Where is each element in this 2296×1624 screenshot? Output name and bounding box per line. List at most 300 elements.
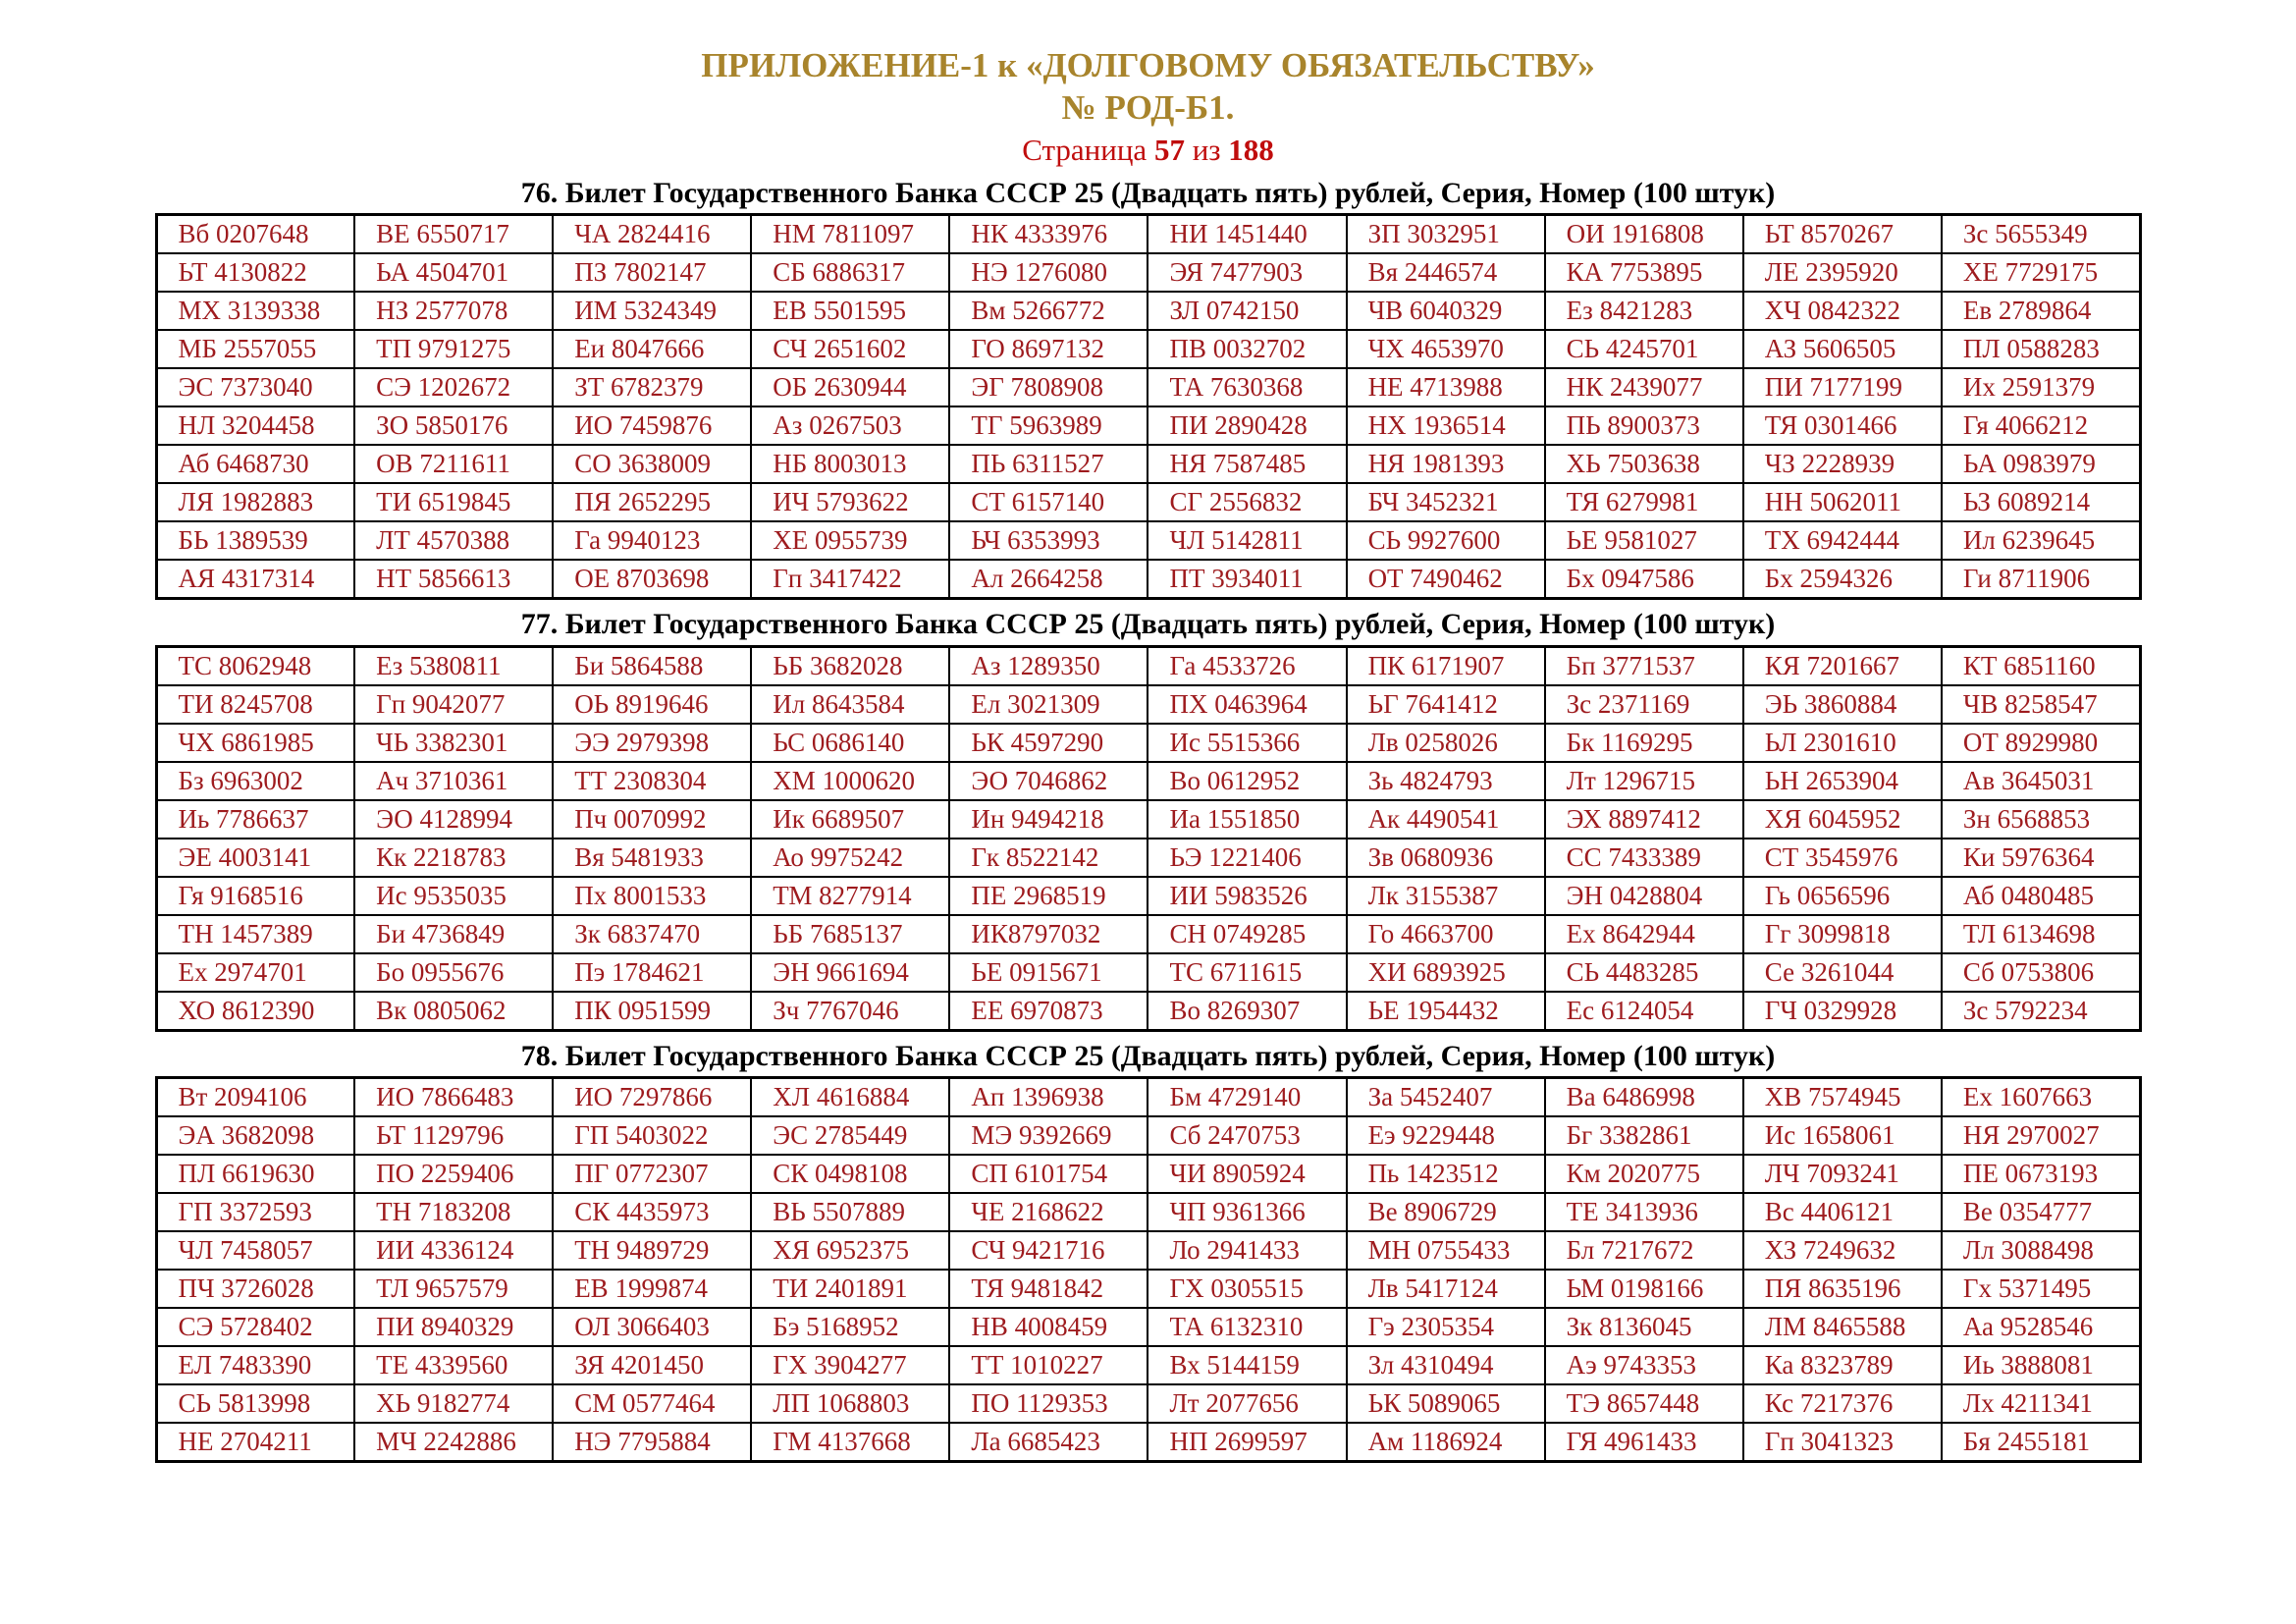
serial-cell: ИИ 5983526 xyxy=(1148,877,1346,915)
serial-cell: Ал 2664258 xyxy=(949,560,1148,599)
serial-cell: ПГ 0772307 xyxy=(553,1155,751,1193)
serial-cell: СБ 6886317 xyxy=(751,253,949,292)
serial-cell: Лв 0258026 xyxy=(1347,724,1545,762)
serial-cell: Ам 1186924 xyxy=(1347,1423,1545,1462)
serial-cell: Гь 0656596 xyxy=(1743,877,1942,915)
serial-cell: Ло 2941433 xyxy=(1148,1231,1346,1270)
serial-cell: ЬЭ 1221406 xyxy=(1148,839,1346,877)
serial-cell: ТП 9791275 xyxy=(354,330,553,368)
serial-cell: НТ 5856613 xyxy=(354,560,553,599)
serial-cell: Аэ 9743353 xyxy=(1545,1346,1743,1384)
serial-cell: ОЕ 8703698 xyxy=(553,560,751,599)
section-heading-77: 77. Билет Государственного Банка СССР 25 (Двадцать пять) рублей, Серия, Номер (100 штук) xyxy=(520,608,1776,641)
serial-cell: Вм 5266772 xyxy=(949,292,1148,330)
serial-cell: ЧВ 8258547 xyxy=(1942,685,2140,724)
serial-cell: ПЯ 2652295 xyxy=(553,483,751,521)
serial-cell: Зс 5655349 xyxy=(1942,215,2140,254)
serial-cell: ГП 3372593 xyxy=(156,1193,354,1231)
serial-cell: Гя 9168516 xyxy=(156,877,354,915)
serial-cell: ЧА 2824416 xyxy=(553,215,751,254)
serial-cell: Вх 5144159 xyxy=(1148,1346,1346,1384)
serial-cell: За 5452407 xyxy=(1347,1078,1545,1117)
serial-cell: ПТ 3934011 xyxy=(1148,560,1346,599)
serial-cell: ТЛ 6134698 xyxy=(1942,915,2140,953)
serial-cell: Бп 3771537 xyxy=(1545,646,1743,685)
table-row xyxy=(156,445,2140,483)
serial-cell: МН 0755433 xyxy=(1347,1231,1545,1270)
serial-cell: КА 7753895 xyxy=(1545,253,1743,292)
serial-cell: ОЛ 3066403 xyxy=(553,1308,751,1346)
serial-cell: НЯ 1981393 xyxy=(1347,445,1545,483)
table-row xyxy=(156,1116,2140,1155)
serial-cell: Еэ 9229448 xyxy=(1347,1116,1545,1155)
serial-cell: ТН 9489729 xyxy=(553,1231,751,1270)
serial-cell: Зь 4824793 xyxy=(1347,762,1545,800)
serial-cell: ХИ 6893925 xyxy=(1347,953,1545,992)
serial-cell: ЭГ 7808908 xyxy=(949,368,1148,406)
serial-cell: ГО 8697132 xyxy=(949,330,1148,368)
serial-cell: ЬЗ 6089214 xyxy=(1942,483,2140,521)
serial-cell: ПЬ 6311527 xyxy=(949,445,1148,483)
serial-cell: НЯ 2970027 xyxy=(1942,1116,2140,1155)
serial-cell: ПЕ 2968519 xyxy=(949,877,1148,915)
serial-cell: ТИ 2401891 xyxy=(751,1270,949,1308)
serial-cell: ГХ 3904277 xyxy=(751,1346,949,1384)
serial-cell: ЭО 4128994 xyxy=(354,800,553,839)
serial-cell: ХЯ 6045952 xyxy=(1743,800,1942,839)
serial-cell: ХЬ 7503638 xyxy=(1545,445,1743,483)
serial-cell: НЗ 2577078 xyxy=(354,292,553,330)
serial-cell: ХВ 7574945 xyxy=(1743,1078,1942,1117)
serial-cell: МЧ 2242886 xyxy=(354,1423,553,1462)
serial-cell: Вб 0207648 xyxy=(156,215,354,254)
table-row xyxy=(156,253,2140,292)
serial-cell: ПК 6171907 xyxy=(1347,646,1545,685)
serial-cell: ЧХ 6861985 xyxy=(156,724,354,762)
serial-cell: ПЧ 3726028 xyxy=(156,1270,354,1308)
serial-cell: Во 8269307 xyxy=(1148,992,1346,1031)
serial-cell: ТИ 6519845 xyxy=(354,483,553,521)
serial-cell: НМ 7811097 xyxy=(751,215,949,254)
serial-cell: Ки 5976364 xyxy=(1942,839,2140,877)
serial-cell: ХЧ 0842322 xyxy=(1743,292,1942,330)
serial-cell: НВ 4008459 xyxy=(949,1308,1148,1346)
table-row xyxy=(156,560,2140,599)
serial-cell: ЭЕ 4003141 xyxy=(156,839,354,877)
serial-cell: ЭО 7046862 xyxy=(949,762,1148,800)
serial-cell: Ва 6486998 xyxy=(1545,1078,1743,1117)
serial-cell: Пх 8001533 xyxy=(553,877,751,915)
serial-cell: Гк 8522142 xyxy=(949,839,1148,877)
serial-cell: ЬБ 7685137 xyxy=(751,915,949,953)
serial-cell: СЭ 1202672 xyxy=(354,368,553,406)
serial-cell: Вс 4406121 xyxy=(1743,1193,1942,1231)
serial-cell: Би 5864588 xyxy=(553,646,751,685)
serial-cell: ТГ 5963989 xyxy=(949,406,1148,445)
serial-cell: ЛТ 4570388 xyxy=(354,521,553,560)
table-row xyxy=(156,1270,2140,1308)
serial-cell: Ав 3645031 xyxy=(1942,762,2140,800)
serial-cell: ЛЯ 1982883 xyxy=(156,483,354,521)
serial-cell: ТН 7183208 xyxy=(354,1193,553,1231)
serial-cell: Ез 8421283 xyxy=(1545,292,1743,330)
serial-cell: ИО 7459876 xyxy=(553,406,751,445)
serial-cell: СК 4435973 xyxy=(553,1193,751,1231)
serial-cell: НЛ 3204458 xyxy=(156,406,354,445)
serial-cell: ЧВ 6040329 xyxy=(1347,292,1545,330)
table-row xyxy=(156,685,2140,724)
serial-cell: ЗО 5850176 xyxy=(354,406,553,445)
serial-cell: Ех 1607663 xyxy=(1942,1078,2140,1117)
serial-cell: Аа 9528546 xyxy=(1942,1308,2140,1346)
table-row xyxy=(156,1308,2140,1346)
serial-cell: ЧЛ 7458057 xyxy=(156,1231,354,1270)
serial-cell: Гя 4066212 xyxy=(1942,406,2140,445)
serial-cell: ТС 8062948 xyxy=(156,646,354,685)
serial-cell: ЗТ 6782379 xyxy=(553,368,751,406)
serial-cell: Би 4736849 xyxy=(354,915,553,953)
serial-cell: Зл 4310494 xyxy=(1347,1346,1545,1384)
serials-table-78 xyxy=(155,1076,2142,1463)
serial-cell: НХ 1936514 xyxy=(1347,406,1545,445)
serial-cell: Пэ 1784621 xyxy=(553,953,751,992)
serial-cell: ИК8797032 xyxy=(949,915,1148,953)
serial-cell: ЭС 7373040 xyxy=(156,368,354,406)
serial-cell: Аб 6468730 xyxy=(156,445,354,483)
serial-cell: Км 2020775 xyxy=(1545,1155,1743,1193)
serial-cell: ОТ 7490462 xyxy=(1347,560,1545,599)
table-row xyxy=(156,724,2140,762)
serial-cell: Аб 0480485 xyxy=(1942,877,2140,915)
serial-cell: Бл 7217672 xyxy=(1545,1231,1743,1270)
serial-cell: ОТ 8929980 xyxy=(1942,724,2140,762)
serial-cell: Ак 4490541 xyxy=(1347,800,1545,839)
serial-cell: ПЕ 0673193 xyxy=(1942,1155,2140,1193)
serial-cell: ПЛ 0588283 xyxy=(1942,330,2140,368)
serial-cell: АЗ 5606505 xyxy=(1743,330,1942,368)
serial-cell: Зс 2371169 xyxy=(1545,685,1743,724)
serial-cell: Ла 6685423 xyxy=(949,1423,1148,1462)
serial-cell: БЧ 3452321 xyxy=(1347,483,1545,521)
serial-cell: Ги 8711906 xyxy=(1942,560,2140,599)
serial-cell: Ис 1658061 xyxy=(1743,1116,1942,1155)
serial-cell: СЬ 4245701 xyxy=(1545,330,1743,368)
page-indicator-of: из xyxy=(1192,133,1221,168)
table-row xyxy=(156,1193,2140,1231)
serial-cell: Вя 2446574 xyxy=(1347,253,1545,292)
serial-cell: Гп 9042077 xyxy=(354,685,553,724)
serial-cell: СЬ 9927600 xyxy=(1347,521,1545,560)
serial-cell: Еи 8047666 xyxy=(553,330,751,368)
serial-cell: Аз 0267503 xyxy=(751,406,949,445)
serial-cell: Бэ 5168952 xyxy=(751,1308,949,1346)
serial-cell: СС 7433389 xyxy=(1545,839,1743,877)
serial-cell: ВЕ 6550717 xyxy=(354,215,553,254)
serial-cell: ИИ 4336124 xyxy=(354,1231,553,1270)
serial-cell: Ех 8642944 xyxy=(1545,915,1743,953)
serial-cell: НН 5062011 xyxy=(1743,483,1942,521)
serial-cell: Га 9940123 xyxy=(553,521,751,560)
serial-cell: Ил 8643584 xyxy=(751,685,949,724)
serial-cell: ЬТ 8570267 xyxy=(1743,215,1942,254)
serial-cell: Лт 1296715 xyxy=(1545,762,1743,800)
table-row xyxy=(156,1384,2140,1423)
serials-table-77 xyxy=(155,645,2142,1032)
table-row xyxy=(156,215,2140,254)
serial-cell: Пч 0070992 xyxy=(553,800,751,839)
serial-cell: ТМ 8277914 xyxy=(751,877,949,915)
serial-cell: Ис 5515366 xyxy=(1148,724,1346,762)
serial-cell: ПИ 2890428 xyxy=(1148,406,1346,445)
serial-cell: ЧХ 4653970 xyxy=(1347,330,1545,368)
serial-cell: Бх 2594326 xyxy=(1743,560,1942,599)
serial-cell: ЭН 0428804 xyxy=(1545,877,1743,915)
section-heading-76: 76. Билет Государственного Банка СССР 25 (Двадцать пять) рублей, Серия, Номер (100 штук) xyxy=(520,176,1776,209)
serial-cell: ЬС 0686140 xyxy=(751,724,949,762)
serial-cell: ЬК 5089065 xyxy=(1347,1384,1545,1423)
serial-cell: СК 0498108 xyxy=(751,1155,949,1193)
serial-cell: ТЭ 8657448 xyxy=(1545,1384,1743,1423)
serials-table-76 xyxy=(155,213,2142,600)
serial-cell: Бх 0947586 xyxy=(1545,560,1743,599)
serial-cell: ЬТ 1129796 xyxy=(354,1116,553,1155)
serial-cell: Ач 3710361 xyxy=(354,762,553,800)
serial-cell: Вя 5481933 xyxy=(553,839,751,877)
serial-cell: ГЧ 0329928 xyxy=(1743,992,1942,1031)
serial-cell: ГМ 4137668 xyxy=(751,1423,949,1462)
serial-cell: ТХ 6942444 xyxy=(1743,521,1942,560)
serial-cell: АЯ 4317314 xyxy=(156,560,354,599)
serial-cell: Иь 3888081 xyxy=(1942,1346,2140,1384)
serial-cell: ХО 8612390 xyxy=(156,992,354,1031)
serial-cell: Ил 6239645 xyxy=(1942,521,2140,560)
serial-cell: ЬЕ 1954432 xyxy=(1347,992,1545,1031)
serial-cell: Ев 2789864 xyxy=(1942,292,2140,330)
serial-cell: ЭЭ 2979398 xyxy=(553,724,751,762)
page-indicator-total: 188 xyxy=(1228,133,1274,168)
serial-cell: Вт 2094106 xyxy=(156,1078,354,1117)
serial-cell: ХЗ 7249632 xyxy=(1743,1231,1942,1270)
serial-cell: Лл 3088498 xyxy=(1942,1231,2140,1270)
serial-cell: ЧЕ 2168622 xyxy=(949,1193,1148,1231)
serial-cell: СО 3638009 xyxy=(553,445,751,483)
serial-cell: Га 4533726 xyxy=(1148,646,1346,685)
serial-cell: ТЯ 9481842 xyxy=(949,1270,1148,1308)
serial-cell: Ис 9535035 xyxy=(354,877,553,915)
serial-cell: ТС 6711615 xyxy=(1148,953,1346,992)
serial-cell: СТ 3545976 xyxy=(1743,839,1942,877)
serial-cell: ХЕ 7729175 xyxy=(1942,253,2140,292)
table-row xyxy=(156,762,2140,800)
table-row xyxy=(156,877,2140,915)
serial-cell: СП 6101754 xyxy=(949,1155,1148,1193)
serial-cell: ПЬ 8900373 xyxy=(1545,406,1743,445)
serial-cell: Зв 0680936 xyxy=(1347,839,1545,877)
serial-cell: Ка 8323789 xyxy=(1743,1346,1942,1384)
document-subtitle: № РОД-Б1. xyxy=(1061,87,1235,127)
serial-cell: ОИ 1916808 xyxy=(1545,215,1743,254)
page-indicator xyxy=(155,132,2142,168)
serial-cell: Во 0612952 xyxy=(1148,762,1346,800)
serial-cell: ЬГ 7641412 xyxy=(1347,685,1545,724)
serial-cell: КТ 6851160 xyxy=(1942,646,2140,685)
serial-cell: СЭ 5728402 xyxy=(156,1308,354,1346)
serial-cell: ПЯ 8635196 xyxy=(1743,1270,1942,1308)
serial-cell: ТЛ 9657579 xyxy=(354,1270,553,1308)
serial-cell: ПХ 0463964 xyxy=(1148,685,1346,724)
serial-cell: ИО 7866483 xyxy=(354,1078,553,1117)
serial-cell: Го 4663700 xyxy=(1347,915,1545,953)
serial-cell: ПО 2259406 xyxy=(354,1155,553,1193)
serial-cell: Иь 7786637 xyxy=(156,800,354,839)
document-content xyxy=(155,0,2142,1463)
serial-cell: Ин 9494218 xyxy=(949,800,1148,839)
serial-cell: ГХ 0305515 xyxy=(1148,1270,1346,1308)
serial-cell: Иа 1551850 xyxy=(1148,800,1346,839)
serial-cell: ХЛ 4616884 xyxy=(751,1078,949,1117)
serial-cell: ИМ 5324349 xyxy=(553,292,751,330)
serial-cell: Зч 7767046 xyxy=(751,992,949,1031)
serial-cell: Гэ 2305354 xyxy=(1347,1308,1545,1346)
table-row xyxy=(156,1423,2140,1462)
serial-cell: ЕЕ 6970873 xyxy=(949,992,1148,1031)
serial-cell: НК 4333976 xyxy=(949,215,1148,254)
serial-cell: Зк 6837470 xyxy=(553,915,751,953)
serial-cell: Вк 0805062 xyxy=(354,992,553,1031)
serial-cell: Их 2591379 xyxy=(1942,368,2140,406)
serial-cell: СТ 6157140 xyxy=(949,483,1148,521)
serial-cell: Се 3261044 xyxy=(1743,953,1942,992)
serial-cell: Лв 5417124 xyxy=(1347,1270,1545,1308)
serial-cell: Гп 3041323 xyxy=(1743,1423,1942,1462)
serial-cell: ЬА 4504701 xyxy=(354,253,553,292)
serial-cell: ЭН 9661694 xyxy=(751,953,949,992)
serial-cell: МБ 2557055 xyxy=(156,330,354,368)
serial-cell: ТТ 1010227 xyxy=(949,1346,1148,1384)
serial-cell: ГП 5403022 xyxy=(553,1116,751,1155)
serial-cell: ЬБ 3682028 xyxy=(751,646,949,685)
serial-cell: Бя 2455181 xyxy=(1942,1423,2140,1462)
serial-cell: ЭА 3682098 xyxy=(156,1116,354,1155)
table-row xyxy=(156,483,2140,521)
serial-cell: ЭЯ 7477903 xyxy=(1148,253,1346,292)
serial-cell: Кк 2218783 xyxy=(354,839,553,877)
page-indicator-label: Страница xyxy=(1022,133,1148,168)
serial-cell: Кс 7217376 xyxy=(1743,1384,1942,1423)
table-row xyxy=(156,1155,2140,1193)
serial-cell: ТЯ 6279981 xyxy=(1545,483,1743,521)
serial-cell: Ве 8906729 xyxy=(1347,1193,1545,1231)
serial-cell: Бк 1169295 xyxy=(1545,724,1743,762)
serial-cell: НК 2439077 xyxy=(1545,368,1743,406)
serial-cell: СЧ 2651602 xyxy=(751,330,949,368)
serial-cell: Зс 5792234 xyxy=(1942,992,2140,1031)
serial-cell: ТЕ 3413936 xyxy=(1545,1193,1743,1231)
serial-cell: ТА 6132310 xyxy=(1148,1308,1346,1346)
serial-cell: ОБ 2630944 xyxy=(751,368,949,406)
serial-cell: ЗЛ 0742150 xyxy=(1148,292,1346,330)
serial-cell: НЭ 7795884 xyxy=(553,1423,751,1462)
serial-cell: ЭЬ 3860884 xyxy=(1743,685,1942,724)
serial-cell: ЧЗ 2228939 xyxy=(1743,445,1942,483)
serial-cell: СЬ 5813998 xyxy=(156,1384,354,1423)
serial-cell: ОВ 7211611 xyxy=(354,445,553,483)
table-row xyxy=(156,1231,2140,1270)
serial-cell: СН 0749285 xyxy=(1148,915,1346,953)
serial-cell: Сб 2470753 xyxy=(1148,1116,1346,1155)
serial-cell: Ес 6124054 xyxy=(1545,992,1743,1031)
serial-cell: СЧ 9421716 xyxy=(949,1231,1148,1270)
serial-cell: ЬЧ 6353993 xyxy=(949,521,1148,560)
serial-cell: ТИ 8245708 xyxy=(156,685,354,724)
table-row xyxy=(156,646,2140,685)
table-row xyxy=(156,368,2140,406)
serial-cell: Гг 3099818 xyxy=(1743,915,1942,953)
serial-cell: ВЬ 5507889 xyxy=(751,1193,949,1231)
serial-cell: ХЕ 0955739 xyxy=(751,521,949,560)
serial-cell: ЛЧ 7093241 xyxy=(1743,1155,1942,1193)
serial-cell: МХ 3139338 xyxy=(156,292,354,330)
serial-cell: ХМ 1000620 xyxy=(751,762,949,800)
serial-cell: Гп 3417422 xyxy=(751,560,949,599)
serial-cell: ТН 1457389 xyxy=(156,915,354,953)
serial-cell: НЯ 7587485 xyxy=(1148,445,1346,483)
table-row xyxy=(156,839,2140,877)
serial-cell: Ао 9975242 xyxy=(751,839,949,877)
serial-cell: ЬН 2653904 xyxy=(1743,762,1942,800)
serial-cell: Ел 3021309 xyxy=(949,685,1148,724)
serial-cell: ЧЬ 3382301 xyxy=(354,724,553,762)
serial-cell: НП 2699597 xyxy=(1148,1423,1346,1462)
serial-cell: Лх 4211341 xyxy=(1942,1384,2140,1423)
serial-cell: ЛЕ 2395920 xyxy=(1743,253,1942,292)
serial-cell: ЛП 1068803 xyxy=(751,1384,949,1423)
serial-cell: ТЕ 4339560 xyxy=(354,1346,553,1384)
serial-cell: ПВ 0032702 xyxy=(1148,330,1346,368)
table-row xyxy=(156,1346,2140,1384)
serial-cell: СЬ 4483285 xyxy=(1545,953,1743,992)
serial-cell: Гх 5371495 xyxy=(1942,1270,2140,1308)
serial-cell: ЬТ 4130822 xyxy=(156,253,354,292)
page-indicator-current: 57 xyxy=(1153,133,1185,168)
serial-cell: ПЗ 7802147 xyxy=(553,253,751,292)
table-row xyxy=(156,406,2140,445)
serial-cell: ЕВ 1999874 xyxy=(553,1270,751,1308)
serial-cell: ЕВ 5501595 xyxy=(751,292,949,330)
serial-cell: ЭС 2785449 xyxy=(751,1116,949,1155)
serial-cell: ХЯ 6952375 xyxy=(751,1231,949,1270)
table-row xyxy=(156,1078,2140,1117)
serial-cell: ЧИ 8905924 xyxy=(1148,1155,1346,1193)
serial-cell: Ех 2974701 xyxy=(156,953,354,992)
serial-cell: ЬЕ 0915671 xyxy=(949,953,1148,992)
serial-cell: Ик 6689507 xyxy=(751,800,949,839)
serial-cell: ТА 7630368 xyxy=(1148,368,1346,406)
serial-cell: Зк 8136045 xyxy=(1545,1308,1743,1346)
serial-cell: ПЛ 6619630 xyxy=(156,1155,354,1193)
serial-cell: БЬ 1389539 xyxy=(156,521,354,560)
serial-cell: ПИ 8940329 xyxy=(354,1308,553,1346)
serial-cell: НЭ 1276080 xyxy=(949,253,1148,292)
serial-cell: Аз 1289350 xyxy=(949,646,1148,685)
serial-cell: Ап 1396938 xyxy=(949,1078,1148,1117)
table-row xyxy=(156,915,2140,953)
serial-cell: ПК 0951599 xyxy=(553,992,751,1031)
serial-cell: ЧЛ 5142811 xyxy=(1148,521,1346,560)
serial-cell: Сб 0753806 xyxy=(1942,953,2140,992)
serial-cell: ЬЛ 2301610 xyxy=(1743,724,1942,762)
serial-cell: ЭХ 8897412 xyxy=(1545,800,1743,839)
